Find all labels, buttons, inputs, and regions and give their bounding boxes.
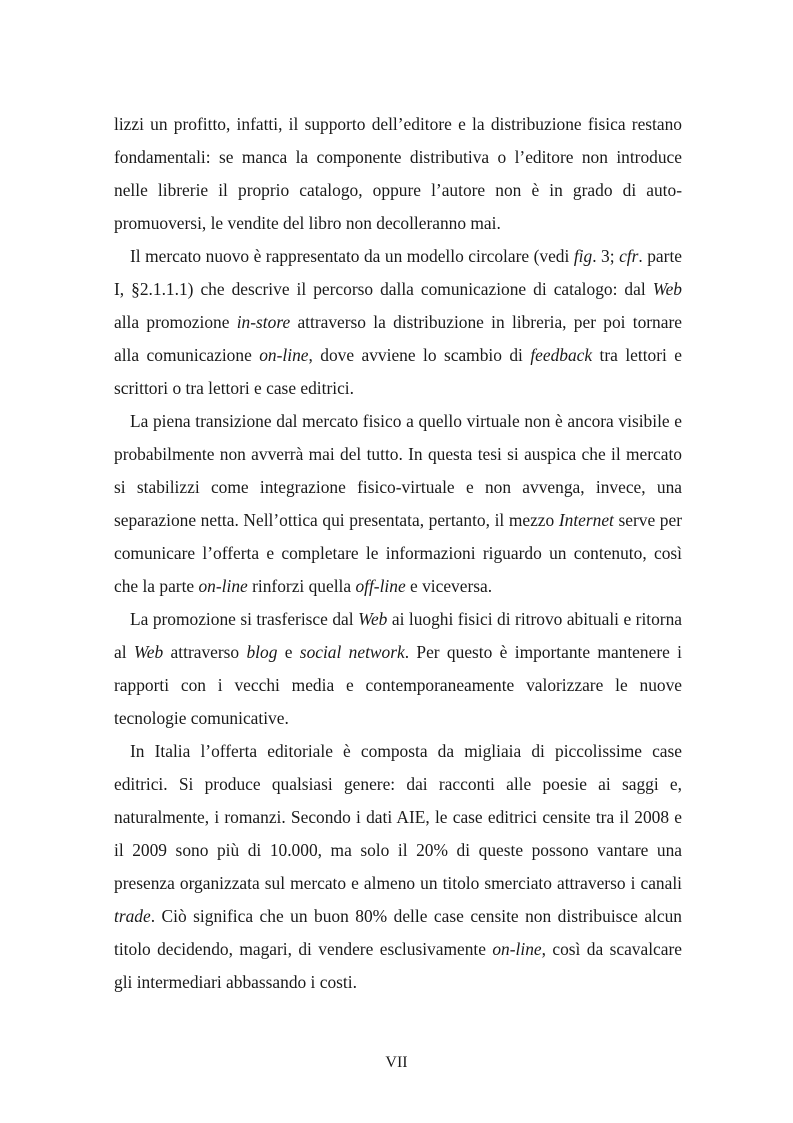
paragraph-3 — [114, 405, 682, 603]
text-run: rinforzi quella — [247, 576, 356, 596]
text-run: La piena transizione dal mercato fisico a quello virtuale non è ancora visibile e probabilmente non avverrà mai del tutto. In questa tesi si auspica che il mercato si stabilizzi come integrazione fisico-virtuale e non avvenga, invece, una separazione netta. Nell’ottica qui presentata, pertanto, il mezzo — [114, 411, 682, 530]
italic-term: social network — [299, 642, 405, 662]
italic-term: feedback — [530, 345, 593, 365]
text-run: e — [277, 642, 300, 662]
text-run: . 3; — [592, 246, 620, 266]
italic-term: on-line — [259, 345, 309, 365]
text-run: alla promozione — [114, 312, 237, 332]
italic-term: in-store — [236, 312, 291, 332]
paragraph-1 — [114, 108, 682, 240]
italic-term: cfr — [619, 246, 639, 266]
text-run: lizzi un profitto, infatti, il supporto dell’editore e la distribuzione fisica restano fondamentali: se manca la componente distributiva o l’editore non introduce nelle librerie il proprio catalogo, oppure l’autore non è in grado di auto-promuoversi, le vendite del libro non decolleranno mai. — [114, 114, 682, 233]
text-run: , dove avviene lo scambio di — [308, 345, 531, 365]
text-run: attraverso — [163, 642, 247, 662]
text-run: . Ciò significa che un buon 80% delle case censite non distribuisce alcun titolo decidendo, magari, di vendere esclusivamente — [114, 906, 682, 959]
paragraph-4 — [114, 603, 682, 735]
text-run: , così da scavalcare gli intermediari abbassando i costi. — [114, 939, 682, 992]
text-run: Il mercato nuovo è rappresentato da un modello circolare (vedi — [130, 246, 574, 266]
body-text — [114, 108, 682, 999]
text-run: e viceversa. — [405, 576, 493, 596]
italic-term: off-line — [355, 576, 406, 596]
paragraph-5 — [114, 735, 682, 999]
text-run: In Italia l’offerta editoriale è composta da migliaia di piccolissime case editrici. Si produce qualsiasi genere: dai racconti alle poesie ai saggi e, naturalmente, i romanzi. Secondo i dati AIE, le case editrici censite tra il 2008 e il 2009 sono più di 10.000, ma solo il 20% di queste possono vantare una presenza organizzata sul mercato e almeno un titolo smerciato attraverso i canali — [114, 741, 682, 893]
italic-term: Web — [652, 279, 682, 299]
text-run: ai luoghi fisici di ritrovo abituali e ritorna al — [114, 609, 683, 662]
italic-term: on-line — [198, 576, 248, 596]
text-run: . parte I, §2.1.1.1) che descrive il percorso dalla comunicazione di catalogo: dal — [114, 246, 682, 299]
text-run: attraverso la distribuzione in libreria, per poi tornare alla comunicazione — [114, 312, 682, 365]
italic-term: Web — [133, 642, 164, 662]
page-number: VII — [385, 1054, 408, 1071]
text-run: . Per questo è importante mantenere i rapporti con i vecchi media e contemporaneamente valorizzare le nuove tecnologie comunicative. — [114, 642, 683, 728]
text-run: tra lettori e scrittori o tra lettori e case editrici. — [114, 345, 683, 398]
text-run: La promozione si trasferisce dal — [130, 609, 359, 629]
italic-term: trade — [114, 906, 151, 926]
paragraph-2 — [114, 240, 682, 405]
italic-term: fig — [573, 246, 593, 266]
text-run: serve per comunicare l’offerta e completare le informazioni riguardo un contenuto, così che la parte — [114, 510, 682, 596]
italic-term: blog — [246, 642, 278, 662]
italic-term: Web — [358, 609, 388, 629]
italic-term: on-line — [492, 939, 542, 959]
italic-term: Internet — [558, 510, 614, 530]
